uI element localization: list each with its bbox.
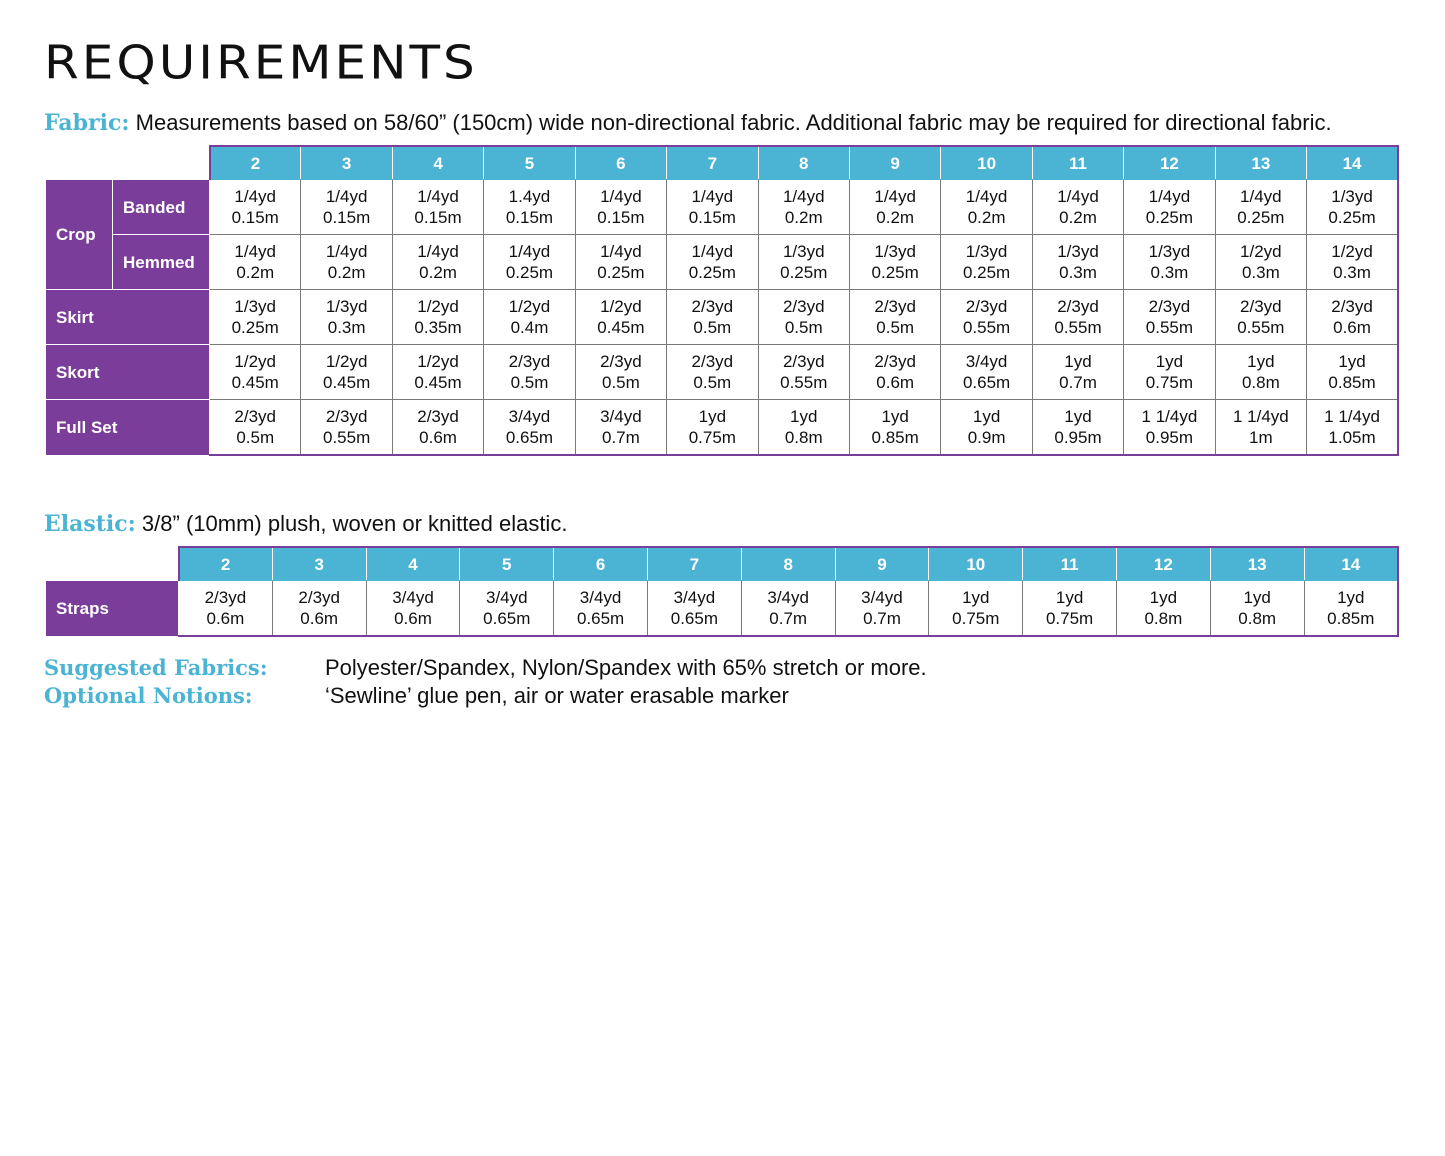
row-sub-label: Banded (113, 180, 210, 235)
optional-notions-label: Optional Notions: (44, 683, 253, 708)
measure-cell: 2/3yd 0.55m (758, 345, 849, 400)
measure-cell: 1/4yd 0.2m (849, 180, 940, 235)
header-corner (46, 547, 179, 581)
measure-cell: 1/2yd 0.3m (1215, 235, 1306, 290)
measure-cell: 1yd 0.8m (758, 400, 849, 456)
page-title: REQUIREMENTS (44, 36, 478, 90)
measure-cell: 1/4yd 0.2m (392, 235, 483, 290)
measure-cell: 3/4yd 0.65m (554, 581, 648, 637)
size-header-8: 8 (741, 547, 835, 581)
size-header-12: 12 (1116, 547, 1210, 581)
measure-cell: 2/3yd 0.5m (758, 290, 849, 345)
fabric-description (44, 110, 1332, 136)
measure-cell: 1yd 0.85m (1307, 345, 1398, 400)
size-header-5: 5 (484, 146, 575, 180)
measure-cell: 1/3yd 0.25m (941, 235, 1032, 290)
measure-cell: 2/3yd 0.55m (1124, 290, 1215, 345)
suggested-fabrics-label: Suggested Fabrics: (44, 655, 268, 680)
measure-cell: 2/3yd 0.6m (179, 581, 273, 637)
measure-cell: 1/2yd 0.45m (575, 290, 666, 345)
measure-cell: 1/2yd 0.45m (392, 345, 483, 400)
header-corner (46, 146, 210, 180)
elastic-description (44, 511, 567, 537)
size-header-3: 3 (272, 547, 366, 581)
size-header-11: 11 (1032, 146, 1123, 180)
measure-cell: 1/4yd 0.15m (392, 180, 483, 235)
measure-cell: 3/4yd 0.65m (941, 345, 1032, 400)
measure-cell: 1/4yd 0.2m (210, 235, 301, 290)
measure-cell: 2/3yd 0.5m (849, 290, 940, 345)
measure-cell: 1/4yd 0.15m (210, 180, 301, 235)
measure-cell: 1yd 0.7m (1032, 345, 1123, 400)
size-header-5: 5 (460, 547, 554, 581)
row-sub-label: Hemmed (113, 235, 210, 290)
measure-cell: 1/4yd 0.2m (758, 180, 849, 235)
size-header-7: 7 (647, 547, 741, 581)
measure-cell: 1/4yd 0.25m (667, 235, 758, 290)
measure-cell: 2/3yd 0.5m (210, 400, 301, 456)
measure-cell: 3/4yd 0.65m (460, 581, 554, 637)
fabric-label: Fabric: (44, 110, 130, 136)
measure-cell: 2/3yd 0.55m (301, 400, 392, 456)
size-header-13: 13 (1215, 146, 1306, 180)
measure-cell: 1yd 0.75m (1124, 345, 1215, 400)
measure-cell: 1yd 0.95m (1032, 400, 1123, 456)
size-header-4: 4 (392, 146, 483, 180)
size-header-6: 6 (575, 146, 666, 180)
measure-cell: 1/2yd 0.3m (1307, 235, 1398, 290)
size-header-2: 2 (210, 146, 301, 180)
measure-cell: 1/2yd 0.45m (210, 345, 301, 400)
measure-cell: 2/3yd 0.5m (484, 345, 575, 400)
measure-cell: 1yd 0.75m (929, 581, 1023, 637)
measure-cell: 1 1/4yd 1m (1215, 400, 1306, 456)
measure-cell: 1yd 0.75m (667, 400, 758, 456)
measure-cell: 1/4yd 0.25m (484, 235, 575, 290)
measure-cell: 2/3yd 0.55m (941, 290, 1032, 345)
optional-notions-value: ‘Sewline’ glue pen, air or water erasable marker (325, 683, 789, 708)
measure-cell: 1 1/4yd 1.05m (1307, 400, 1398, 456)
row-label: Straps (46, 581, 179, 637)
elastic-row-straps (46, 581, 1399, 637)
measure-cell: 1 1/4yd 0.95m (1124, 400, 1215, 456)
measure-cell: 2/3yd 0.5m (667, 345, 758, 400)
measure-cell: 1yd 0.75m (1023, 581, 1117, 637)
size-header-13: 13 (1210, 547, 1304, 581)
measure-cell: 2/3yd 0.55m (1215, 290, 1306, 345)
measure-cell: 1/3yd 0.3m (301, 290, 392, 345)
measure-cell: 2/3yd 0.5m (667, 290, 758, 345)
fabric-row-skirt (46, 290, 1399, 345)
measure-cell: 1/2yd 0.45m (301, 345, 392, 400)
measure-cell: 1yd 0.9m (941, 400, 1032, 456)
measure-cell: 3/4yd 0.65m (647, 581, 741, 637)
measure-cell: 1yd 0.85m (849, 400, 940, 456)
measure-cell: 1/3yd 0.25m (210, 290, 301, 345)
measure-cell: 1/3yd 0.25m (849, 235, 940, 290)
measure-cell: 1/4yd 0.15m (575, 180, 666, 235)
measure-cell: 1/4yd 0.15m (667, 180, 758, 235)
fabric-requirements-table (45, 145, 1399, 456)
measure-cell: 2/3yd 0.6m (1307, 290, 1398, 345)
size-header-11: 11 (1023, 547, 1117, 581)
fabric-row-skort (46, 345, 1399, 400)
size-header-6: 6 (554, 547, 648, 581)
fabric-row-banded (46, 180, 1399, 235)
size-header-4: 4 (366, 547, 460, 581)
row-label: Skort (46, 345, 210, 400)
size-header-2: 2 (179, 547, 273, 581)
measure-cell: 1/3yd 0.25m (1307, 180, 1398, 235)
size-header-12: 12 (1124, 146, 1215, 180)
suggested-fabrics-value: Polyester/Spandex, Nylon/Spandex with 65% stretch or more. (325, 655, 927, 680)
measure-cell: 1/4yd 0.2m (301, 235, 392, 290)
measure-cell: 1/3yd 0.3m (1032, 235, 1123, 290)
fabric-row-full-set (46, 400, 1399, 456)
size-header-10: 10 (929, 547, 1023, 581)
size-header-9: 9 (849, 146, 940, 180)
measure-cell: 3/4yd 0.7m (741, 581, 835, 637)
size-header-row (46, 547, 1399, 581)
fabric-row-hemmed (46, 235, 1399, 290)
measure-cell: 2/3yd 0.6m (392, 400, 483, 456)
measure-cell: 1.4yd 0.15m (484, 180, 575, 235)
row-label: Skirt (46, 290, 210, 345)
elastic-text: 3/8” (10mm) plush, woven or knitted elastic. (135, 511, 568, 536)
measure-cell: 1/4yd 0.15m (301, 180, 392, 235)
size-header-3: 3 (301, 146, 392, 180)
fabric-text: Measurements based on 58/60” (150cm) wide non-directional fabric. Additional fabric may be required for directional fabric. (129, 110, 1332, 135)
measure-cell: 1yd 0.8m (1116, 581, 1210, 637)
measure-cell: 1/4yd 0.25m (1215, 180, 1306, 235)
measure-cell: 3/4yd 0.7m (835, 581, 929, 637)
size-header-14: 14 (1304, 547, 1398, 581)
measure-cell: 1/4yd 0.25m (575, 235, 666, 290)
measure-cell: 2/3yd 0.6m (272, 581, 366, 637)
elastic-label: Elastic: (44, 511, 136, 537)
size-header-7: 7 (667, 146, 758, 180)
measure-cell: 1/4yd 0.2m (941, 180, 1032, 235)
row-group-label: Crop (46, 180, 113, 290)
measure-cell: 3/4yd 0.6m (366, 581, 460, 637)
measure-cell: 1yd 0.85m (1304, 581, 1398, 637)
measure-cell: 3/4yd 0.65m (484, 400, 575, 456)
size-header-8: 8 (758, 146, 849, 180)
measure-cell: 1yd 0.8m (1215, 345, 1306, 400)
elastic-requirements-table (45, 546, 1399, 637)
measure-cell: 1/2yd 0.4m (484, 290, 575, 345)
measure-cell: 1yd 0.8m (1210, 581, 1304, 637)
size-header-14: 14 (1307, 146, 1398, 180)
row-label: Full Set (46, 400, 210, 456)
measure-cell: 1/4yd 0.25m (1124, 180, 1215, 235)
measure-cell: 1/2yd 0.35m (392, 290, 483, 345)
measure-cell: 1/3yd 0.25m (758, 235, 849, 290)
measure-cell: 1/3yd 0.3m (1124, 235, 1215, 290)
size-header-10: 10 (941, 146, 1032, 180)
measure-cell: 3/4yd 0.7m (575, 400, 666, 456)
measure-cell: 2/3yd 0.55m (1032, 290, 1123, 345)
measure-cell: 2/3yd 0.6m (849, 345, 940, 400)
measure-cell: 1/4yd 0.2m (1032, 180, 1123, 235)
size-header-row (46, 146, 1399, 180)
measure-cell: 2/3yd 0.5m (575, 345, 666, 400)
size-header-9: 9 (835, 547, 929, 581)
